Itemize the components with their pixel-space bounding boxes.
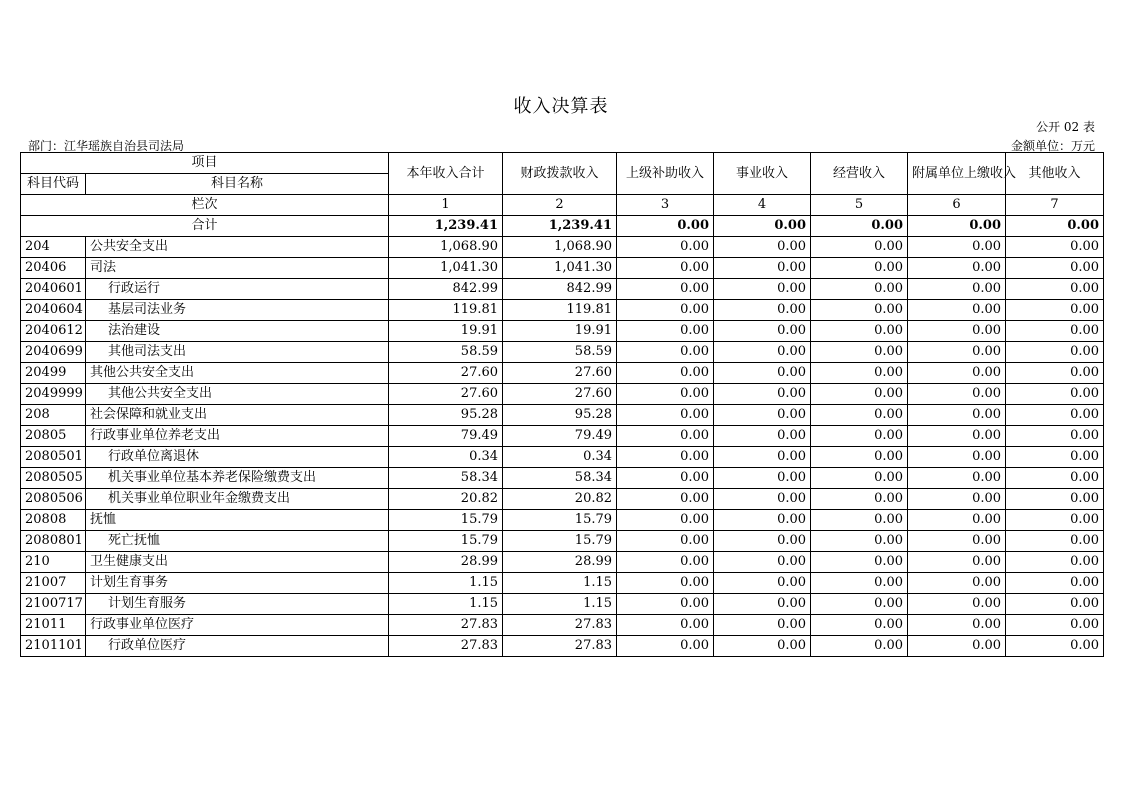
seq-row bbox=[21, 195, 1104, 216]
row-value: 0.00 bbox=[908, 468, 1006, 489]
total-value: 0.00 bbox=[908, 216, 1006, 237]
row-value: 0.00 bbox=[908, 594, 1006, 615]
row-value: 0.00 bbox=[714, 594, 811, 615]
row-value: 0.00 bbox=[714, 237, 811, 258]
row-value: 0.00 bbox=[617, 363, 714, 384]
table-row bbox=[21, 279, 1104, 300]
row-value: 0.00 bbox=[908, 258, 1006, 279]
row-value: 0.00 bbox=[811, 468, 908, 489]
row-value: 0.00 bbox=[908, 279, 1006, 300]
row-code: 210 bbox=[21, 552, 86, 573]
header-code: 科目代码 bbox=[21, 174, 86, 195]
row-value: 0.00 bbox=[811, 510, 908, 531]
row-name: 其他司法支出 bbox=[86, 342, 389, 363]
row-value: 1,068.90 bbox=[389, 237, 503, 258]
row-value: 27.60 bbox=[389, 363, 503, 384]
row-value: 0.00 bbox=[908, 321, 1006, 342]
seq-number: 2 bbox=[503, 195, 617, 216]
row-value: 0.34 bbox=[389, 447, 503, 468]
row-value: 0.00 bbox=[617, 552, 714, 573]
table-row bbox=[21, 342, 1104, 363]
row-code: 2080505 bbox=[21, 468, 86, 489]
row-value: 0.00 bbox=[908, 300, 1006, 321]
seq-number: 6 bbox=[908, 195, 1006, 216]
row-value: 0.00 bbox=[1006, 300, 1104, 321]
header-col-5: 经营收入 bbox=[811, 153, 908, 195]
row-code: 21007 bbox=[21, 573, 86, 594]
row-value: 1.15 bbox=[389, 594, 503, 615]
row-value: 0.00 bbox=[1006, 510, 1104, 531]
row-value: 0.00 bbox=[617, 258, 714, 279]
table-row bbox=[21, 468, 1104, 489]
department-label: 部门：江华瑶族自治县司法局 bbox=[28, 139, 185, 153]
total-value: 0.00 bbox=[1006, 216, 1104, 237]
row-value: 0.00 bbox=[908, 510, 1006, 531]
row-value: 15.79 bbox=[389, 531, 503, 552]
row-value: 0.00 bbox=[908, 447, 1006, 468]
row-value: 0.00 bbox=[811, 573, 908, 594]
row-value: 27.83 bbox=[503, 615, 617, 636]
row-name: 其他公共安全支出 bbox=[86, 384, 389, 405]
row-value: 0.00 bbox=[714, 510, 811, 531]
row-value: 0.00 bbox=[617, 615, 714, 636]
row-value: 0.00 bbox=[617, 426, 714, 447]
row-value: 0.00 bbox=[908, 384, 1006, 405]
row-value: 0.00 bbox=[1006, 489, 1104, 510]
row-value: 19.91 bbox=[389, 321, 503, 342]
seq-number: 7 bbox=[1006, 195, 1104, 216]
row-value: 0.00 bbox=[1006, 531, 1104, 552]
row-value: 0.00 bbox=[617, 447, 714, 468]
row-value: 0.00 bbox=[908, 531, 1006, 552]
total-value: 0.00 bbox=[714, 216, 811, 237]
row-value: 27.60 bbox=[389, 384, 503, 405]
row-value: 119.81 bbox=[389, 300, 503, 321]
row-value: 1,068.90 bbox=[503, 237, 617, 258]
row-value: 0.00 bbox=[617, 279, 714, 300]
row-value: 15.79 bbox=[503, 531, 617, 552]
row-value: 0.00 bbox=[714, 468, 811, 489]
row-value: 27.83 bbox=[389, 615, 503, 636]
row-value: 58.34 bbox=[503, 468, 617, 489]
row-value: 0.00 bbox=[1006, 552, 1104, 573]
row-code: 21011 bbox=[21, 615, 86, 636]
row-value: 1.15 bbox=[389, 573, 503, 594]
row-value: 0.00 bbox=[714, 300, 811, 321]
row-value: 0.00 bbox=[811, 363, 908, 384]
row-value: 0.00 bbox=[1006, 447, 1104, 468]
row-value: 0.00 bbox=[908, 636, 1006, 657]
row-name: 机关事业单位基本养老保险缴费支出 bbox=[86, 468, 389, 489]
row-code: 2080501 bbox=[21, 447, 86, 468]
row-value: 95.28 bbox=[503, 405, 617, 426]
row-value: 0.00 bbox=[811, 426, 908, 447]
row-name: 法治建设 bbox=[86, 321, 389, 342]
row-value: 1,041.30 bbox=[389, 258, 503, 279]
row-value: 0.00 bbox=[811, 237, 908, 258]
header-name: 科目名称 bbox=[86, 174, 389, 195]
row-value: 0.00 bbox=[714, 258, 811, 279]
seq-label: 栏次 bbox=[21, 195, 389, 216]
row-value: 0.00 bbox=[811, 279, 908, 300]
row-value: 0.00 bbox=[714, 279, 811, 300]
row-value: 79.49 bbox=[389, 426, 503, 447]
page-title: 收入决算表 bbox=[513, 96, 609, 117]
table-row bbox=[21, 615, 1104, 636]
row-value: 0.00 bbox=[908, 489, 1006, 510]
row-value: 0.00 bbox=[714, 321, 811, 342]
header-col-7: 其他收入 bbox=[1006, 153, 1104, 195]
row-value: 0.00 bbox=[1006, 426, 1104, 447]
row-value: 0.00 bbox=[714, 447, 811, 468]
row-value: 95.28 bbox=[389, 405, 503, 426]
row-code: 2040601 bbox=[21, 279, 86, 300]
row-value: 0.00 bbox=[617, 573, 714, 594]
row-code: 20805 bbox=[21, 426, 86, 447]
row-name: 基层司法业务 bbox=[86, 300, 389, 321]
row-value: 0.00 bbox=[714, 489, 811, 510]
row-name: 行政运行 bbox=[86, 279, 389, 300]
row-name: 卫生健康支出 bbox=[86, 552, 389, 573]
row-value: 0.00 bbox=[908, 237, 1006, 258]
row-value: 0.00 bbox=[811, 405, 908, 426]
row-name: 行政单位离退休 bbox=[86, 447, 389, 468]
row-value: 0.00 bbox=[714, 636, 811, 657]
row-value: 0.00 bbox=[714, 405, 811, 426]
row-value: 0.00 bbox=[617, 468, 714, 489]
row-value: 0.00 bbox=[1006, 321, 1104, 342]
row-value: 0.00 bbox=[1006, 258, 1104, 279]
row-value: 0.00 bbox=[811, 300, 908, 321]
row-value: 0.00 bbox=[811, 552, 908, 573]
row-value: 0.00 bbox=[811, 489, 908, 510]
row-value: 0.00 bbox=[811, 321, 908, 342]
row-value: 0.34 bbox=[503, 447, 617, 468]
table-row bbox=[21, 636, 1104, 657]
row-code: 2100717 bbox=[21, 594, 86, 615]
table-row bbox=[21, 405, 1104, 426]
row-name: 机关事业单位职业年金缴费支出 bbox=[86, 489, 389, 510]
total-label: 合计 bbox=[21, 216, 389, 237]
row-value: 1.15 bbox=[503, 594, 617, 615]
table-row bbox=[21, 321, 1104, 342]
row-value: 0.00 bbox=[811, 615, 908, 636]
row-value: 0.00 bbox=[811, 342, 908, 363]
row-value: 0.00 bbox=[1006, 237, 1104, 258]
row-value: 0.00 bbox=[811, 258, 908, 279]
row-code: 2080801 bbox=[21, 531, 86, 552]
row-value: 0.00 bbox=[617, 384, 714, 405]
table-row bbox=[21, 594, 1104, 615]
row-value: 0.00 bbox=[714, 552, 811, 573]
total-value: 1,239.41 bbox=[503, 216, 617, 237]
row-value: 28.99 bbox=[503, 552, 617, 573]
row-value: 27.83 bbox=[389, 636, 503, 657]
row-code: 20808 bbox=[21, 510, 86, 531]
row-value: 27.83 bbox=[503, 636, 617, 657]
row-value: 0.00 bbox=[1006, 279, 1104, 300]
row-value: 15.79 bbox=[503, 510, 617, 531]
row-value: 119.81 bbox=[503, 300, 617, 321]
table-row bbox=[21, 258, 1104, 279]
table-row bbox=[21, 237, 1104, 258]
row-name: 抚恤 bbox=[86, 510, 389, 531]
row-name: 行政事业单位医疗 bbox=[86, 615, 389, 636]
total-value: 0.00 bbox=[617, 216, 714, 237]
header-col-6: 附属单位上缴收入 bbox=[908, 153, 1006, 195]
seq-number: 3 bbox=[617, 195, 714, 216]
row-value: 58.34 bbox=[389, 468, 503, 489]
row-value: 15.79 bbox=[389, 510, 503, 531]
row-value: 19.91 bbox=[503, 321, 617, 342]
row-value: 28.99 bbox=[389, 552, 503, 573]
row-code: 2080506 bbox=[21, 489, 86, 510]
row-value: 20.82 bbox=[389, 489, 503, 510]
row-value: 0.00 bbox=[908, 363, 1006, 384]
header-col-3: 上级补助收入 bbox=[617, 153, 714, 195]
row-name: 其他公共安全支出 bbox=[86, 363, 389, 384]
amount-unit-label: 金额单位：万元 bbox=[1010, 139, 1095, 153]
row-value: 0.00 bbox=[811, 531, 908, 552]
row-code: 208 bbox=[21, 405, 86, 426]
row-value: 0.00 bbox=[811, 636, 908, 657]
row-value: 0.00 bbox=[714, 384, 811, 405]
income-table bbox=[20, 152, 1104, 657]
row-code: 20499 bbox=[21, 363, 86, 384]
row-value: 0.00 bbox=[908, 342, 1006, 363]
row-value: 0.00 bbox=[908, 573, 1006, 594]
header-col-1: 本年收入合计 bbox=[389, 153, 503, 195]
row-value: 0.00 bbox=[908, 615, 1006, 636]
row-value: 0.00 bbox=[1006, 636, 1104, 657]
row-value: 0.00 bbox=[811, 384, 908, 405]
row-code: 2040699 bbox=[21, 342, 86, 363]
row-value: 0.00 bbox=[617, 594, 714, 615]
row-value: 0.00 bbox=[714, 531, 811, 552]
row-name: 计划生育服务 bbox=[86, 594, 389, 615]
row-code: 2040604 bbox=[21, 300, 86, 321]
row-value: 0.00 bbox=[811, 594, 908, 615]
row-value: 0.00 bbox=[617, 300, 714, 321]
row-value: 0.00 bbox=[1006, 615, 1104, 636]
row-value: 0.00 bbox=[617, 489, 714, 510]
row-name: 死亡抚恤 bbox=[86, 531, 389, 552]
table-row bbox=[21, 384, 1104, 405]
row-value: 20.82 bbox=[503, 489, 617, 510]
row-value: 1.15 bbox=[503, 573, 617, 594]
row-code: 2040612 bbox=[21, 321, 86, 342]
table-row bbox=[21, 489, 1104, 510]
row-value: 0.00 bbox=[714, 363, 811, 384]
row-value: 0.00 bbox=[617, 636, 714, 657]
seq-number: 1 bbox=[389, 195, 503, 216]
row-value: 0.00 bbox=[1006, 594, 1104, 615]
table-row bbox=[21, 510, 1104, 531]
row-value: 0.00 bbox=[908, 405, 1006, 426]
table-body bbox=[21, 237, 1104, 657]
row-value: 0.00 bbox=[617, 405, 714, 426]
seq-number: 5 bbox=[811, 195, 908, 216]
row-value: 0.00 bbox=[908, 426, 1006, 447]
row-name: 行政事业单位养老支出 bbox=[86, 426, 389, 447]
table-row bbox=[21, 552, 1104, 573]
row-value: 0.00 bbox=[617, 237, 714, 258]
row-code: 20406 bbox=[21, 258, 86, 279]
table-row bbox=[21, 531, 1104, 552]
row-value: 0.00 bbox=[714, 573, 811, 594]
table-row bbox=[21, 300, 1104, 321]
total-value: 0.00 bbox=[811, 216, 908, 237]
table-row bbox=[21, 447, 1104, 468]
row-value: 0.00 bbox=[617, 321, 714, 342]
row-name: 计划生育事务 bbox=[86, 573, 389, 594]
row-value: 0.00 bbox=[1006, 363, 1104, 384]
row-value: 0.00 bbox=[714, 426, 811, 447]
row-value: 0.00 bbox=[1006, 468, 1104, 489]
total-row bbox=[21, 216, 1104, 237]
row-value: 0.00 bbox=[617, 531, 714, 552]
row-value: 0.00 bbox=[714, 615, 811, 636]
row-value: 0.00 bbox=[617, 510, 714, 531]
table-row bbox=[21, 426, 1104, 447]
row-value: 27.60 bbox=[503, 384, 617, 405]
row-value: 0.00 bbox=[1006, 405, 1104, 426]
row-value: 842.99 bbox=[503, 279, 617, 300]
row-value: 79.49 bbox=[503, 426, 617, 447]
row-value: 842.99 bbox=[389, 279, 503, 300]
row-value: 58.59 bbox=[503, 342, 617, 363]
form-number: 公开 02 表 bbox=[1036, 120, 1095, 134]
table-row bbox=[21, 363, 1104, 384]
header-item: 项目 bbox=[21, 153, 389, 174]
row-value: 0.00 bbox=[908, 552, 1006, 573]
row-value: 58.59 bbox=[389, 342, 503, 363]
row-value: 0.00 bbox=[714, 342, 811, 363]
row-code: 204 bbox=[21, 237, 86, 258]
seq-number: 4 bbox=[714, 195, 811, 216]
row-value: 0.00 bbox=[617, 342, 714, 363]
row-value: 0.00 bbox=[1006, 573, 1104, 594]
total-value: 1,239.41 bbox=[389, 216, 503, 237]
row-value: 1,041.30 bbox=[503, 258, 617, 279]
row-value: 0.00 bbox=[1006, 342, 1104, 363]
row-value: 0.00 bbox=[1006, 384, 1104, 405]
row-value: 0.00 bbox=[811, 447, 908, 468]
row-code: 2101101 bbox=[21, 636, 86, 657]
row-name: 行政单位医疗 bbox=[86, 636, 389, 657]
row-name: 司法 bbox=[86, 258, 389, 279]
table-row bbox=[21, 573, 1104, 594]
header-col-4: 事业收入 bbox=[714, 153, 811, 195]
row-name: 社会保障和就业支出 bbox=[86, 405, 389, 426]
row-code: 2049999 bbox=[21, 384, 86, 405]
row-name: 公共安全支出 bbox=[86, 237, 389, 258]
row-value: 27.60 bbox=[503, 363, 617, 384]
header-col-2: 财政拨款收入 bbox=[503, 153, 617, 195]
